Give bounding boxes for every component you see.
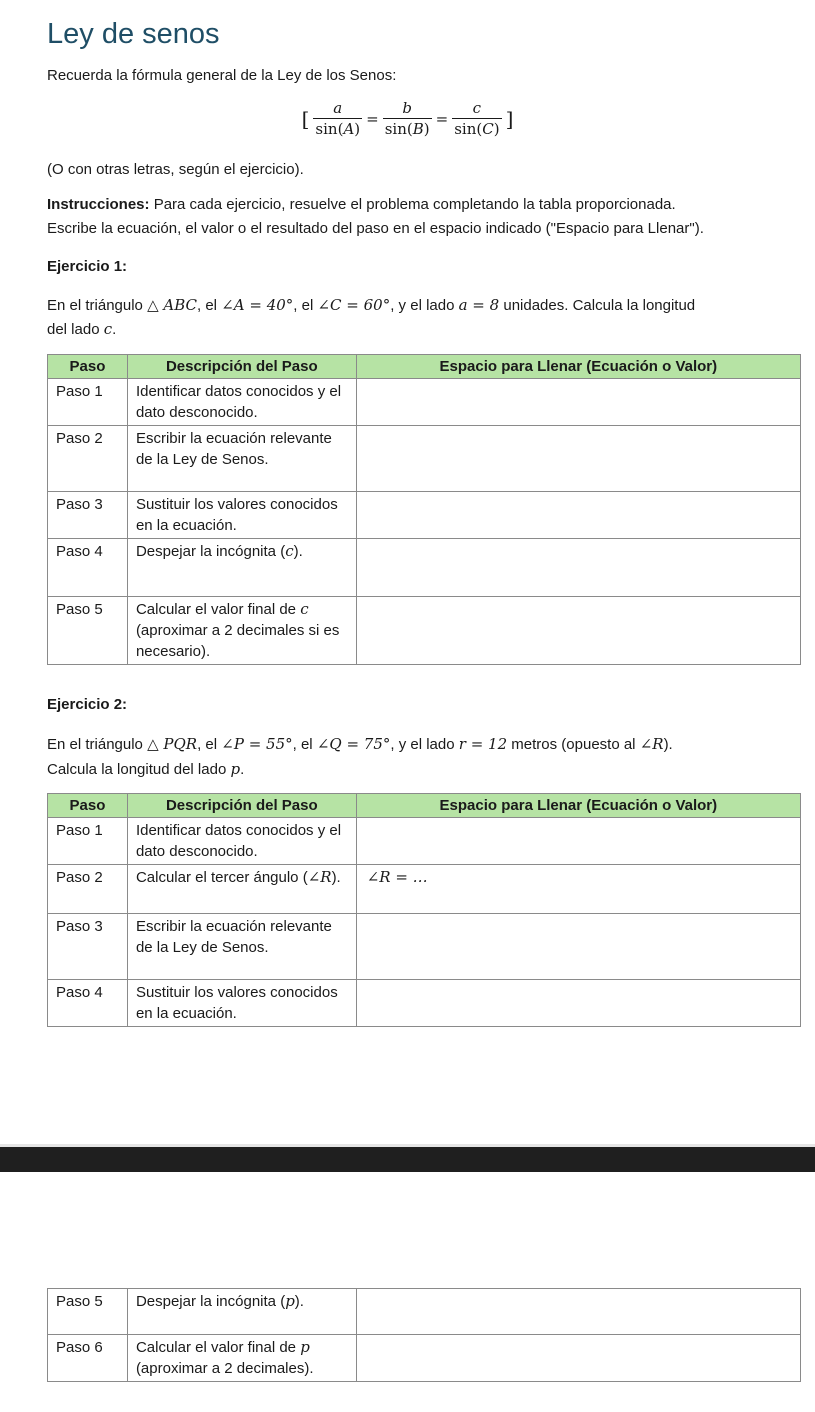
table-header-row [48,355,801,379]
step-label: Paso 1 [48,379,128,426]
step-description: Sustituir los valores conocidos en la ecuación. [127,980,356,1027]
table-row [48,865,801,914]
exercise-2-statement-line-2 [47,758,244,781]
var-p: p [300,1338,310,1356]
answer-cell[interactable] [356,1335,800,1382]
step-description: Identificar datos conocidos y el dato desconocido. [127,818,356,865]
instructions-text: Para cada ejercicio, resuelve el problema completando la tabla proporcionada. [149,196,676,213]
fraction-c-numerator: c [452,98,501,119]
text: (aproximar a 2 decimales si es necesario). [135,622,340,660]
side-a-value: a = 8 [458,296,500,314]
table-header-row [48,794,801,818]
text: ). [293,543,303,560]
triangle-abc: △ ABC [147,296,197,314]
text: (aproximar a 2 decimales). [135,1360,314,1377]
header-descripcion: Descripción del Paso [127,355,356,379]
var-p: p [285,1292,295,1310]
table-row [48,980,801,1027]
step-description: Escribir la ecuación relevante de la Ley de Senos. [127,426,356,492]
text: del lado [47,321,104,338]
fraction-c-denominator [452,119,501,139]
step-label: Paso 1 [48,818,128,865]
text: En el triángulo [47,297,148,314]
text: . [112,321,117,338]
formula-close-bracket: ] [505,106,514,131]
angle-var: B [412,120,424,138]
fraction-b [383,98,432,139]
step-label: Paso 5 [48,597,128,665]
answer-cell[interactable] [356,379,800,426]
table-row [48,597,801,665]
fraction-b-denominator [383,119,432,139]
exercise-2-statement [47,733,673,756]
fraction-a [313,98,362,139]
equals-sign: = [435,109,449,128]
table-row [48,426,801,492]
answer-cell[interactable] [356,492,800,539]
step-description [127,597,356,665]
angle-var: C [482,120,494,138]
sin-label: sin( [454,120,483,138]
answer-cell[interactable]: ∠R = … [356,865,800,914]
angle-c-value: ∠C = 60° [317,296,391,314]
header-paso: Paso [48,355,128,379]
paren-close: ) [423,120,430,138]
formula-open-bracket: [ [301,106,310,131]
text: ). [294,1293,304,1310]
answer-cell[interactable] [356,597,800,665]
step-description [127,1289,356,1335]
text: Despejar la incógnita ( [135,543,286,560]
text: Calcular el valor final de [135,1339,301,1356]
var-c: c [300,600,309,618]
table-row [48,1335,801,1382]
text: , el [292,736,317,753]
exercise-1-statement [47,294,695,317]
text: Despejar la incógnita ( [135,1293,286,1310]
text: ). [331,869,341,886]
answer-cell[interactable] [356,818,800,865]
step-label: Paso 5 [48,1289,128,1335]
exercise-1-statement-line-2 [47,318,116,341]
intro-text: Recuerda la fórmula general de la Ley de los Senos: [47,67,397,84]
answer-cell[interactable] [356,914,800,980]
step-description: Escribir la ecuación relevante de la Ley de Senos. [127,914,356,980]
text: , y el lado [390,736,459,753]
header-espacio: Espacio para Llenar (Ecuación o Valor) [356,355,800,379]
text: , el [197,736,222,753]
exercise-2-heading: Ejercicio 2: [47,696,128,713]
step-label: Paso 3 [48,492,128,539]
step-label: Paso 3 [48,914,128,980]
triangle-pqr: △ PQR [147,735,198,753]
sin-label: sin( [384,120,413,138]
instructions-label: Instrucciones: [47,196,150,213]
answer-cell[interactable] [356,539,800,597]
step-description [127,865,356,914]
angle-q-value: ∠Q = 75° [316,735,391,753]
step-label: Paso 6 [48,1335,128,1382]
answer-cell[interactable] [356,426,800,492]
fraction-b-numerator: b [383,98,432,119]
step-description [127,539,356,597]
paren-close: ) [493,120,500,138]
sin-label: sin( [315,120,344,138]
step-label: Paso 2 [48,426,128,492]
page-title: Ley de senos [47,18,220,50]
text: metros (opuesto al [507,736,640,753]
table-row [48,818,801,865]
instructions-line-2: Escribe la ecuación, el valor o el resultado del paso en el espacio indicado ("Espacio para Llenar"). [47,220,704,237]
fraction-a-numerator: a [313,98,362,119]
text: Calcula la longitud del lado [47,761,231,778]
var-c: c [285,542,294,560]
fraction-c [452,98,501,139]
step-label: Paso 4 [48,539,128,597]
text: , el [197,297,222,314]
table-row [48,539,801,597]
step-label: Paso 2 [48,865,128,914]
text: , el [293,297,318,314]
text: , y el lado [390,297,459,314]
angle-a-value: ∠A = 40° [221,296,294,314]
header-paso: Paso [48,794,128,818]
exercise-2-table [47,793,801,1027]
header-descripcion: Descripción del Paso [127,794,356,818]
step-description: Identificar datos conocidos y el dato desconocido. [127,379,356,426]
text: ). [663,736,673,753]
note-text: (O con otras letras, según el ejercicio). [47,161,304,178]
side-c-var: c [103,320,113,338]
instructions-line-1 [47,194,676,216]
table-row [48,379,801,426]
paren-close: ) [354,120,361,138]
angle-p-value: ∠P = 55° [221,735,293,753]
page-break-bar [0,1147,815,1172]
law-of-sines-formula [0,98,815,139]
side-r-value: r = 12 [458,735,508,753]
table-row [48,914,801,980]
side-p-var: p [230,760,241,778]
fraction-a-denominator [313,119,362,139]
step-description [127,1335,356,1382]
angle-r: ∠R [307,868,332,886]
text: unidades. Calcula la longitud [499,297,696,314]
table-row [48,1289,801,1335]
exercise-1-heading: Ejercicio 1: [47,258,128,275]
exercise-1-table [47,354,801,665]
equals-sign: = [366,109,379,128]
step-label: Paso 4 [48,980,128,1027]
exercise-2-table-continued [47,1288,801,1382]
table-row [48,492,801,539]
step-description: Sustituir los valores conocidos en la ecuación. [127,492,356,539]
answer-cell[interactable] [356,980,800,1027]
angle-var: A [343,120,355,138]
text: En el triángulo [47,736,148,753]
text: Calcular el tercer ángulo ( [135,869,308,886]
answer-cell[interactable] [356,1289,800,1335]
text: . [240,761,245,778]
text: Calcular el valor final de [135,601,301,618]
header-espacio: Espacio para Llenar (Ecuación o Valor) [356,794,800,818]
angle-r: ∠R [639,735,664,753]
